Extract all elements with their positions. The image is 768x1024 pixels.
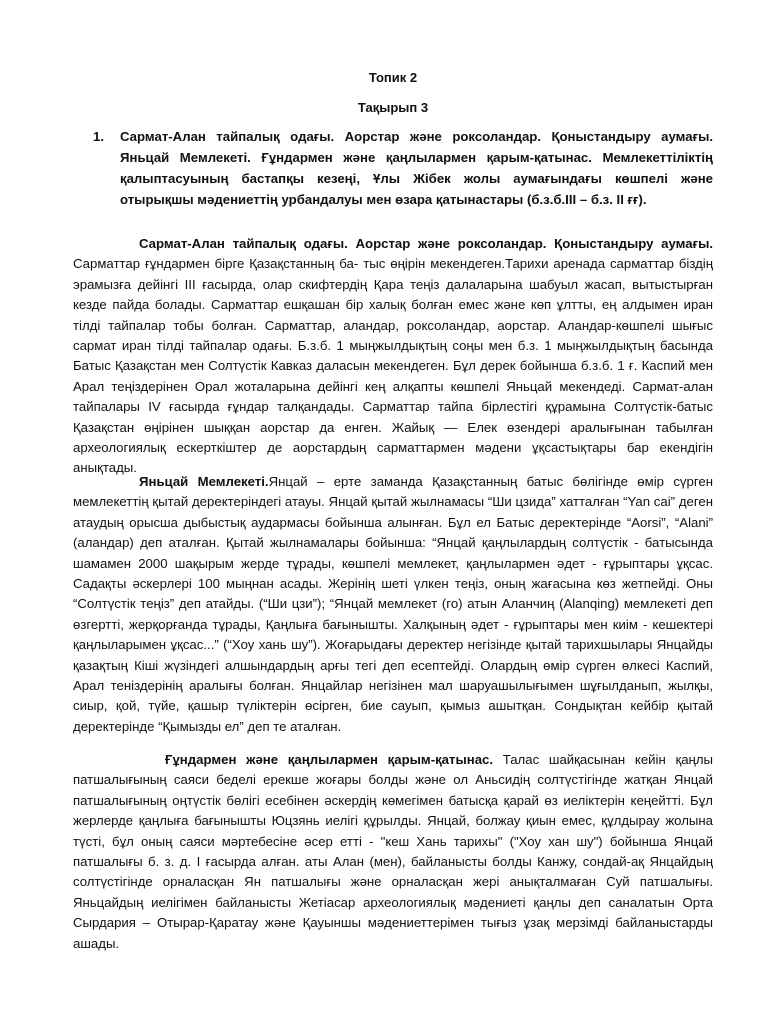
section-sarmat: [73, 234, 713, 479]
toc-text: Сармат-Алан тайпалық одағы. Аорстар және роксоландар. Қоныстандыру аумағы. Яньцай Мемлекеті. Ғұндармен және қаңлылармен қарым-қатынас. Мемлекеттіліктің қалыптасуының бастапқы кезеңі, Ұлы Жібек жолы аумағындағы көшпелі және отырықшы мәдениеттің урбандалуы мен өзара қатынастары (б.з.б.III – б.з. II ғғ).: [120, 129, 713, 207]
section-yancai: [73, 472, 713, 737]
section-heading: Ғұндармен және қаңлылармен қарым-қатынас.: [165, 752, 494, 767]
topic-title: Топик 2: [368, 70, 418, 85]
section-body: Талас шайқасынан кейін қаңлы патшалығының саяси беделі ерекше жоғары болды және ол Аньсидің солтүстігінде жатқан Янцай патшалығының оңтүстік бөлігі есебінен әскердің көмегімен батысқа қарай өз иеліктерін кеңейтті. Бұл жерлерде қаңлыға бағынышты Юцзянь иелігі құрылды. Янцай, болжау қиын емес, құлдырау жолына түсті, бұл оның саяси мәртебесіне әсер етті - "кеш Хань тарихы" ("Хоу хан шу") бойынша Янцай патшалығы б. з. д. І ғасырда алған. аты Алан (мен), байланысты болды Канжу, сондай-ақ Янцайдың солтүстігінде орналасқан Ян патшалығы және орналасқан жері анықталмаған Суй патшалығы. Яньцайдың иелігімен байланысты Жетіасар археологиялық мәдениеті қаңлы деп саналатын Орта Сырдария – Отырар-Қаратау және Қауыншы мәдениеттерімен тығыз ұзақ мерзімді байланыстарды ашады.: [73, 752, 714, 951]
toc-item: [93, 126, 713, 210]
toc-number: 1.: [93, 129, 104, 144]
section-body: Сарматтар ғұндармен бірге Қазақстанның ба- тыс өңірін мекендеген.Тарихи аренада сарматтар біздің эрамызға дейінгі ІІІ ғасырда, олар скифтердің Қара теңіз далаларына шабуыл жасап, вытыстырған кезде пайда болады. Сарматтар ешқашан бір халық болған емес және көп ұлтты, ең алдымен иран тілді тайпалар тобы болған. Сарматтар, аландар, роксоландар, аорстар. Аландар-көшпелі шығыс сармат иран тілді тайпалар одағы. Б.з.б. 1 мыңжылдықтың соңы мен б.з. 1 мыңжылдықтың басында Батыс Қазақстан мен Солтүстік Кавказ даласын мекендеген. Бұл дерек бойынша б.з.б. 1 ғ. Каспий мен Арал теңіздерінен Орал жоталарына дейінгі кең алқапты көшпелі Яньцай мекендеді. Сармат-алан тайпалары IV ғасырда ғұндар талқандады. Сарматтар тайпа бірлестігі құрамына Солтүстік-батыс Қазақстан өңірінен шыққан аорстар да енген. Жайық — Елек өзендері аралығынан табылған археологиялық ескерткіштер де аорстардың сарматтармен мәдени ұқсастықтары бар екендігін анықтады.: [73, 256, 713, 476]
section-relations: [73, 750, 713, 954]
section-heading: Яньцай Мемлекеті.: [139, 474, 269, 489]
section-heading: Сармат-Алан тайпалық одағы. Аорстар және роксоландар. Қоныстандыру аумағы.: [139, 236, 713, 251]
section-body: Янцай – ерте заманда Қазақстанның батыс бөлігінде өмір сүрген мемлекеттің қытай деректеріндегі атауы. Янцай қытай жылнамасы “Ши цзида” хатталған “Yan cai” деген атаудың орысша дыбыстық аудармасы бойынша алынған. Бұл ел Батыс деректерінде “Aorsi”, “Alani” (аландар) деп аталған. Қытай жылнамалары бойынша: “Янцай қаңлылардың солтүстік - батысында шамамен 2000 шақырым жерде тұрады, көшпелі мемлекет, қаңлылармен әдет - ғұрыптары ұқсас. Садақты әскерлері 100 мыңнан асады. Жерінің шеті үлкен теңіз, оның жағасына көз жетпейді. Оны “Солтүстік теңіз” деп атайды. (“Ши цзи”); “Янцай мемлекет (го) атын Аланчиң (Alanqing) мемлекеті деп өзгертті, жерқорғанда тұрады, Қаңлыға бағынышты. Халқының әдет - ғұрыптары мен киім - кешектері қаңлыларымен ұқсас...” (“Хоу хань шу”). Жоғарыдағы деректер негізінде қытай тарихшылары Янцайды қазақтың Кіші жүзіндегі алшындардың арғы тегі деп есептейді. Олардың өмір сүрген өлкесі Каспий, Арал теніздерінің аралығы болған. Янцайлар негізінен мал шаруашылығымен шұғылданып, жылқы, сиыр, қой, түйе, қашыр түліктерін өсірген, бие сауып, қымыз ашытқан. Сондықтан кейбір қытай деректерінде “Қымызды ел” деп те аталған.: [73, 474, 713, 734]
subtopic-title: Тақырып 3: [357, 100, 429, 115]
